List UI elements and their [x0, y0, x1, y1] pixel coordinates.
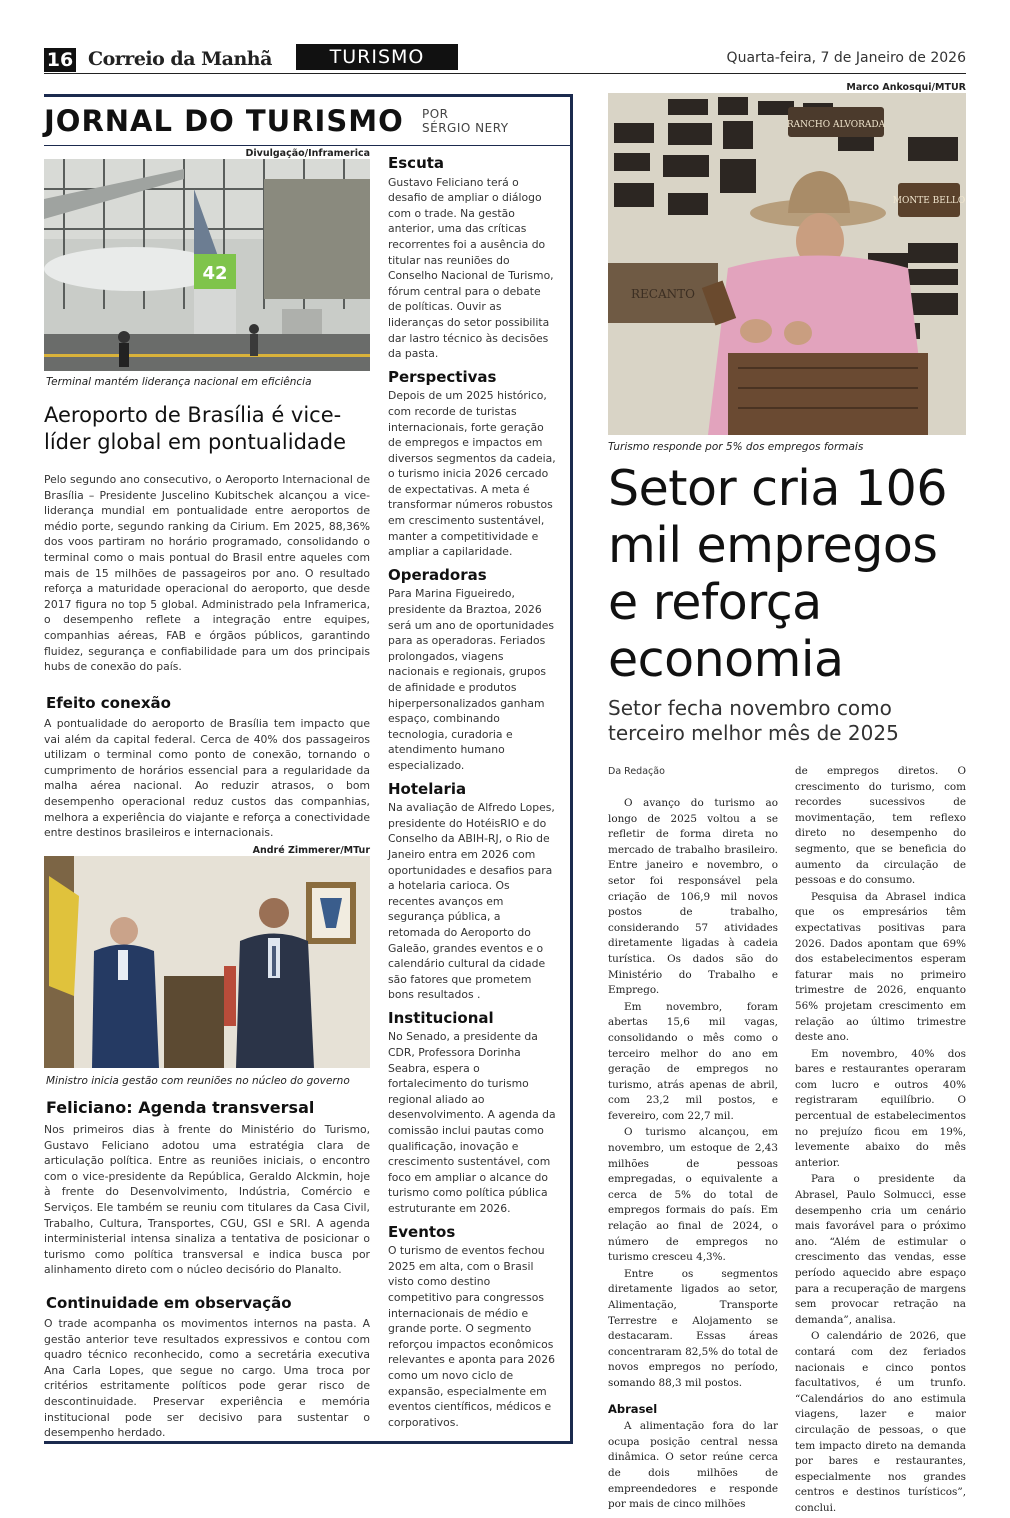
paragraph: Em novembro, foram abertas 15,6 mil vagas, consolidando o mês como o terceiro melhor do ano em geração de empregos no turismo, atrás apenas de abril, com 23,2 mil postos, e fevereiro, com 22,7 mil. [608, 1000, 778, 1122]
note-text: Gustavo Feliciano terá o desafio de ampliar o diálogo com o trade. Na gestão anterior, uma das críticas recorrentes foi a ausência do titular nas reuniões do Conselho Nacional de Turismo, fórum central para o debate de políticas. Ouvir as lideranças do setor possibilita dar lastro técnico às decisões da pasta. [388, 175, 554, 361]
note-title: Eventos [388, 1222, 456, 1241]
airport-body: Pelo segundo ano consecutivo, o Aeroporto Internacional de Brasília – Presidente Juscelino Kubitschek alcançou a vice-liderança mundial em pontualidade entre aeroportos de médio porte, segundo ranking da Cirium. Em 2025, 88,36% dos voos partiram no horário programado, consolidando o terminal como o mais pontual do Brasil entre aqueles com mais de 15 milhões de passageiros por ano. O resultado reforça a maturidade operacional do aeroporto, que desde 2017 figura no top 5 global. Administrado pela Inframerica, o desempenho reflete a integração entre equipes, companhias aéreas, FAB e órgãos públicos, garantindo fluidez, segurança e confiabilidade para um dos principais hubs de conexão do país. [44, 473, 370, 674]
column-kicker: JORNAL DO TURISMO [44, 104, 404, 138]
minister-photo-caption: Ministro inicia gestão com reuniões no núcleo do governo [46, 1075, 350, 1087]
main-body-column-1 [608, 796, 778, 1514]
note-text: Depois de um 2025 histórico, com recorde de turistas internacionais, forte geração de empregos e impactos em diversos segmentos da cadeia, o turismo inicia 2026 cercado de expectativas. A meta é transformar números robustos em crescimento sustentável, manter a competitividade e ampliar a capilaridade. [388, 389, 556, 559]
main-photo-credit: Marco Ankosqui/MTUR [846, 82, 966, 93]
paragraph: Em novembro, 40% dos bares e restaurantes operaram com lucro e outros 40% registraram equilíbrio. O percentual de estabelecimentos no prejuízo ficou em 19%, levemente abaixo do mês anterior. [795, 1047, 966, 1169]
note-text: Para Marina Figueiredo, presidente da Braztoa, 2026 será um ano de oportunidades para as operadoras. Feriados prolongados, viagens nacionais e regionais, grupos de afinidade e produtos hiperpersonalizados ganham espaço, combinando tecnologia, curadoria e atendimento humano especializado. [388, 587, 554, 772]
column-bottom-rule [44, 1441, 573, 1444]
airport-subhead: Efeito conexão [46, 694, 171, 712]
minister-body: Nos primeiros dias à frente do Ministério do Turismo, Gustavo Feliciano adotou uma estratégia clara de articulação política. Entre as reuniões iniciais, o encontro com o vice-presidente da República, Geraldo Alckmin, hoje à frente do Desenvolvimento, Indústria, Comércio e Serviços. Ele também se reuniu com titulares da Casa Civil, Trabalho, Cultura, Transportes, CGU, GSI e SRI. A agenda interministerial intensa sinaliza a tentativa de posicionar o turismo como política transversal e indica busca por alinhamento direto com o núcleo decisório do Planalto. [44, 1123, 370, 1277]
sign-rancho: RANCHO ALVORADA [786, 120, 886, 130]
main-photo-caption: Turismo responde por 5% dos empregos formais [608, 441, 864, 453]
paragraph: de empregos diretos. O crescimento do turismo, com recordes sucessivos de movimentação, tem reflexo direto no desempenho do segmento, que se beneficia do aumento da circulação de pessoas e do consumo. [795, 765, 966, 887]
airport-photo-credit: Divulgação/Inframerica [245, 148, 370, 159]
note-title: Escuta [388, 154, 445, 172]
issue-date: Quarta-feira, 7 de Janeiro de 2026 [726, 50, 966, 66]
note-text: Na avaliação de Alfredo Lopes, presidente do HotéisRIO e do Conselho da ABIH-RJ, o Rio de Janeiro entra em 2026 com oportunidades e desafios para a hotelaria carioca. Os recentes avanços em segurança pública, a retomada do Aeroporto do Galeão, grandes eventos e o calendário cultural da cidade são fatores que prometem bons resultados . [388, 801, 555, 1002]
main-dateline: Da Redação [608, 766, 665, 777]
column-byline [422, 107, 509, 135]
note-title: Hotelaria [388, 779, 467, 798]
paragraph: Para o presidente da Abrasel, Paulo Solmucci, esse desempenho cria um cenário mais favorável para o próximo ano. “Além de estimular o crescimento das vendas, esse período aquecido abre espaço para a recuperação de margens sem provocar retração na demanda”, analisa. [795, 1173, 966, 1326]
page-header [44, 44, 966, 74]
minister-body-2: O trade acompanha os movimentos internos na pasta. A gestão anterior teve resultados expressivos e contou com quadro técnico reconhecido, como a secretária executiva Ana Carla Lopes, que segue no cargo. Uma troca por critérios estritamente políticos pode gerar risco de descontinuidade. Preservar experiência e memória institucional pode ser decisivo para sustentar o desempenho herdado. [44, 1317, 370, 1440]
byline-prefix: POR [422, 107, 449, 121]
kicker-divider [44, 145, 570, 146]
main-body-column-2 [795, 764, 966, 1518]
minister-headline: Feliciano: Agenda transversal [46, 1098, 315, 1117]
main-headline: Setor cria 106 mil empregos e reforça economia [608, 460, 947, 688]
newspaper-name: Correio da Manhã [88, 48, 272, 70]
airport-photo-caption: Terminal mantém liderança nacional em eficiência [46, 376, 312, 388]
minister-photo-credit: André Zimmerer/MTur [252, 845, 370, 856]
main-deck: Setor fecha novembro como terceiro melhor mês de 2025 [608, 696, 899, 745]
paragraph: A alimentação fora do lar ocupa posição central nessa dinâmica. O setor reúne cerca de dois milhões de empreendedores e responde por mais de cinco milhões [608, 1420, 778, 1511]
airport-terminal-photo [44, 159, 370, 371]
column-side-rule [570, 94, 573, 1444]
note-text: O turismo de eventos fechou 2025 em alta, com o Brasil visto como destino competitivo para congressos internacionais de médio e grande porte. O segmento reforçou impactos econômicos relevantes e aponta para 2026 como um novo ciclo de expansão, especialmente em eventos científicos, médicos e corporativos. [388, 1244, 555, 1429]
paragraph: O avanço do turismo ao longo de 2025 voltou a se refletir de forma direta no mercado de trabalho brasileiro. Entre janeiro e novembro, o setor foi responsável pela criação de 106,9 mil novos postos de trabalho, considerando 57 atividades diretamente ligadas à cadeia turística. Os dados são do Ministério do Trabalho e Emprego. [608, 797, 778, 997]
byline-author: SÉRGIO NERY [422, 121, 509, 135]
sign-recanto: RECANTO [631, 287, 695, 301]
paragraph: Entre os segmentos diretamente ligados ao setor, Alimentação, Transporte Terrestre e Alojamento se destacaram. Essas áreas concentraram 82,5% do total de novos empregos no período, somando 88,3 mil postos. [608, 1267, 778, 1389]
paragraph: O calendário de 2026, que contará com dez feriados nacionais e cinco pontos facultativos, é um trunfo. “Calendários do ano estimula viagens, lazer e maior circulação de pessoas, o que tem impacto direto na demanda por bares e restaurantes, especialmente nos grandes centros e destinos turísticos”, conclui. [795, 1330, 966, 1514]
airport-headline: Aeroporto de Brasília é vice-líder global em pontualidade [44, 403, 347, 454]
note-title: Operadoras [388, 565, 487, 584]
note-title: Perspectivas [388, 367, 497, 386]
minister-meeting-photo [44, 856, 370, 1068]
abrasel-subhead: Abrasel [608, 1401, 658, 1416]
gate-number: 42 [202, 263, 228, 284]
airport-body-2: A pontualidade do aeroporto de Brasília tem impacto que vai além da capital federal. Cerca de 40% dos passageiros utilizam o terminal como ponto de conexão, tornando o cumprimento de horários essencial para a regularidade da malha aérea nacional. Ao reduzir atrasos, o bom desempenho operacional reduz custos das companhias, melhora a experiência do viajante e reforça a conectividade entre destinos brasileiros e internacionais. [44, 717, 370, 840]
paragraph: O turismo alcançou, em novembro, um estoque de 2,43 milhões de pessoas empregadas, o equivalente a cerca de 5% do total de empregos formais do país. Em relação ao final de 2024, o número de empregos no turismo cresceu 4,3%. [608, 1126, 778, 1264]
paragraph: Pesquisa da Abrasel indica que os empresários têm expectativas positivas para 2026. Dados apontam que 69% dos estabelecimentos esperam faturar mais no primeiro trimestre de 2026, enquanto 56% projetam crescimento em relação ao último trimestre deste ano. [795, 890, 966, 1044]
sign-monte-bello: MONTE BELLO [892, 196, 966, 206]
column-top-rule [44, 94, 573, 97]
section-label: TURISMO [296, 44, 458, 70]
note-text: No Senado, a presidente da CDR, Professora Dorinha Seabra, espera o fortalecimento do turismo regional aliado ao desenvolvimento. A agenda da comissão inclui pautas como qualificação, inovação e crescimento sustentável, com foco em ampliar o alcance do turismo como política pública estruturante em 2026. [388, 1030, 556, 1215]
craftsman-photo [608, 93, 966, 435]
notes-column [388, 156, 556, 1430]
page-number: 16 [44, 48, 76, 72]
minister-subhead: Continuidade em observação [46, 1294, 292, 1312]
note-title: Institucional [388, 1008, 494, 1027]
